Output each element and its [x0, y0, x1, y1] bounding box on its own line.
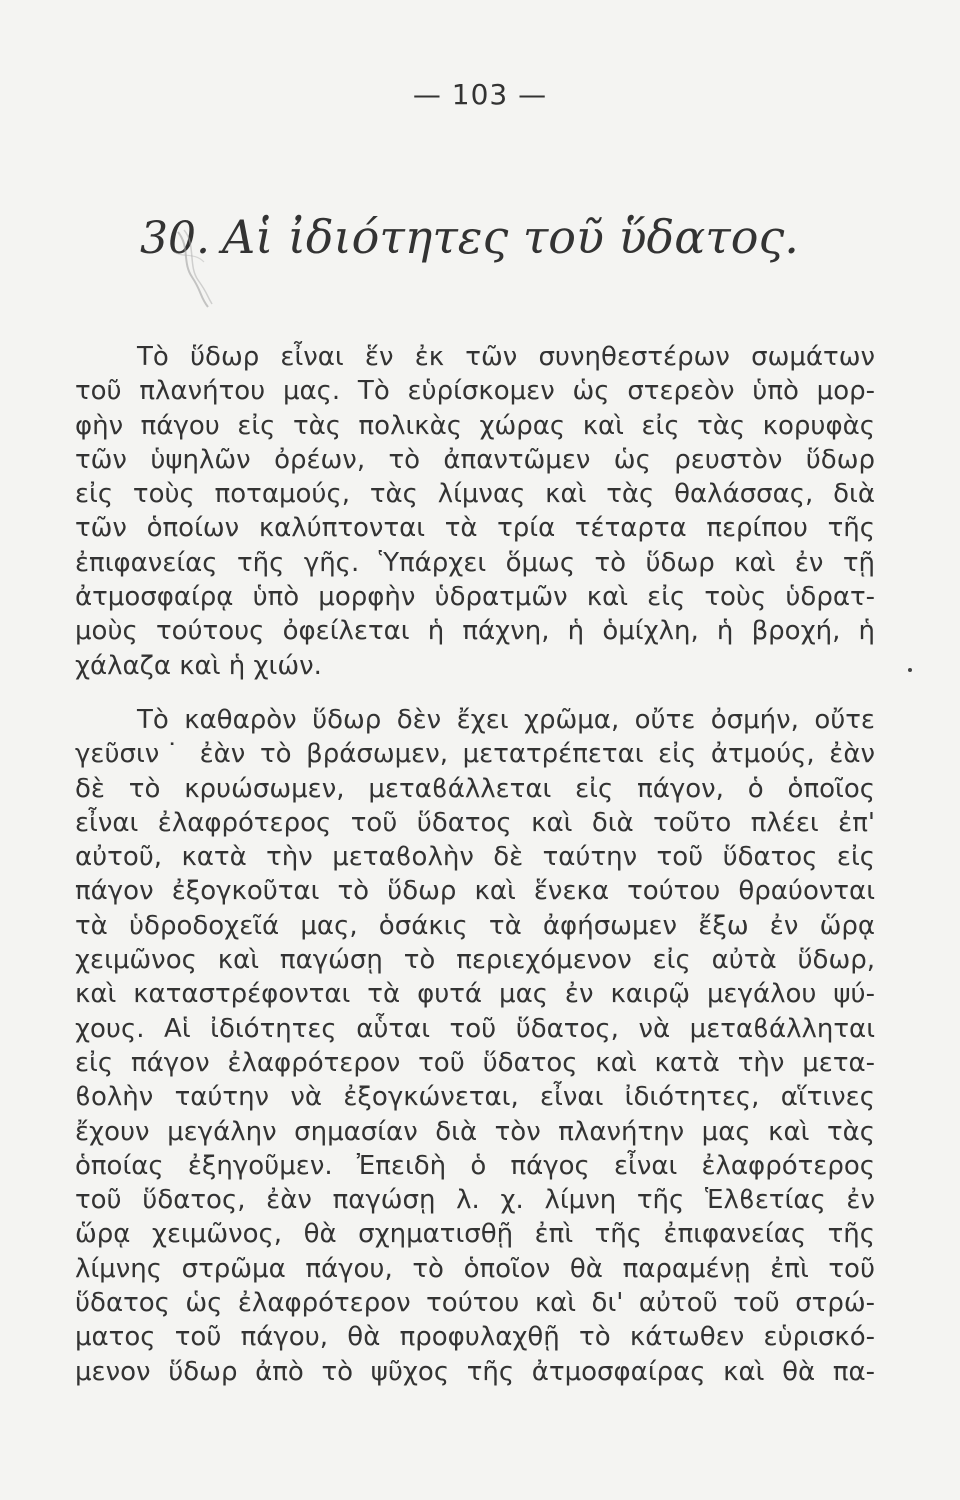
text-line: ἐπιφανείας τῆς γῆς. Ὑπάρχει ὅμως τὸ ὕδωρ καὶ ἐν τῇ [75, 547, 875, 578]
text-line: γεῦσιν˙ ἐὰν τὸ βράσωμεν, μετατρέπεται εἰς ἀτμούς, ἐὰν [75, 739, 875, 770]
text-line: φὴν πάγου εἰς τὰς πολικὰς χώρας καὶ εἰς τὰς κορυφὰς [75, 410, 875, 441]
text-line: χους. Αἱ ἰδιότητες αὗται τοῦ ὕδατος, νὰ μεταϐάλληται [75, 1013, 875, 1044]
text-line: χάλαζα καὶ ἡ χιών. [75, 650, 322, 681]
text-line: καὶ καταστρέφονται τὰ φυτά μας ἐν καιρῷ μεγάλου ψύ- [75, 979, 875, 1010]
text-line: ἀτμοσφαίρᾳ ὑπὸ μορφὴν ὑδρατμῶν καὶ εἰς τοὺς ὑδρατ- [75, 582, 875, 613]
chapter-number: 30. [140, 213, 210, 264]
text-line: ὁποίας ἐξηγοῦμεν. Ἐπειδὴ ὁ πάγος εἶναι ἐλαφρότερος [75, 1150, 875, 1181]
text-line: ὕδατος ὡς ἐλαφρότερον τούτου καὶ δι' αὐτοῦ τοῦ στρώ- [75, 1288, 875, 1319]
margin-dot [908, 668, 912, 672]
text-line: ἔχουν μεγάλην σημασίαν διὰ τὸν πλανήτην μας καὶ τὰς [75, 1116, 875, 1147]
text-line: εἰς τοὺς ποταμούς, τὰς λίμνας καὶ τὰς θαλάσσας, διὰ [75, 479, 875, 510]
page-number: — 103 — [412, 78, 548, 111]
paragraph-2 [75, 703, 875, 1389]
text-line: εἰς πάγον ἐλαφρότερον τοῦ ὕδατος καὶ κατὰ τὴν μετα- [75, 1047, 875, 1078]
text-line: λίμνης στρῶμα πάγου, τὸ ὁποῖον θὰ παραμένῃ ἐπὶ τοῦ [75, 1253, 875, 1284]
text-line: δὲ τὸ κρυώσωμεν, μεταϐάλλεται εἰς πάγον, ὁ ὁποῖος [75, 773, 875, 804]
text-line: τὰ ὑδροδοχεῖά μας, ὁσάκις τὰ ἀφήσωμεν ἔξω ἐν ὥρᾳ [75, 910, 875, 941]
text-line: εἶναι ἐλαφρότερος τοῦ ὕδατος καὶ διὰ τοῦτο πλέει ἐπ' [75, 807, 875, 838]
text-line: Τὸ ὕδωρ εἶναι ἕν ἐκ τῶν συνηθεστέρων σωμάτων [137, 342, 875, 372]
text-line: ματος τοῦ πάγου, θὰ προφυλαχθῇ τὸ κάτωθεν εὑρισκό- [75, 1322, 875, 1353]
chapter-heading [140, 210, 840, 264]
text-line: αὐτοῦ, κατὰ τὴν μεταϐολὴν δὲ ταύτην τοῦ ὕδατος εἰς [75, 842, 875, 873]
chapter-title: Αἱ ἰδιότητες τοῦ ὕδατος. [221, 210, 799, 264]
text-line: μοὺς τούτους ὀφείλεται ἡ πάχνη, ἡ ὁμίχλη, ἡ βροχή, ἡ [75, 616, 875, 647]
text-line: μενον ὕδωρ ἀπὸ τὸ ψῦχος τῆς ἀτμοσφαίρας καὶ θὰ πα- [75, 1356, 875, 1387]
text-line: πάγον ἐξογκοῦται τὸ ὕδωρ καὶ ἕνεκα τούτου θραύονται [75, 876, 875, 907]
paragraph-1 [75, 340, 875, 683]
pencil-scribble-icon [170, 222, 220, 312]
text-line: τῶν ὑψηλῶν ὀρέων, τὸ ἀπαντῶμεν ὡς ρευστὸν ὕδωρ [75, 444, 875, 475]
text-line: χειμῶνος καὶ παγώσῃ τὸ περιεχόμενον εἰς αὐτὰ ὕδωρ, [75, 945, 875, 976]
text-line: ϐολὴν ταύτην νὰ ἐξογκώνεται, εἶναι ἰδιότητες, αἵτινες [75, 1082, 875, 1113]
text-line: τοῦ ὕδατος, ἐὰν παγώσῃ λ. χ. λίμνη τῆς Ἑλϐετίας ἐν [75, 1185, 875, 1216]
text-line: τῶν ὁποίων καλύπτονται τὰ τρία τέταρτα περίπου τῆς [75, 513, 875, 544]
text-line: τοῦ πλανήτου μας. Τὸ εὑρίσκομεν ὡς στερεὸν ὑπὸ μορ- [75, 376, 875, 407]
text-line: ὥρᾳ χειμῶνος, θὰ σχηματισθῇ ἐπὶ τῆς ἐπιφανείας τῆς [75, 1219, 875, 1250]
text-line: Τὸ καθαρὸν ὕδωρ δὲν ἔχει χρῶμα, οὔτε ὀσμήν, οὔτε [137, 705, 875, 735]
